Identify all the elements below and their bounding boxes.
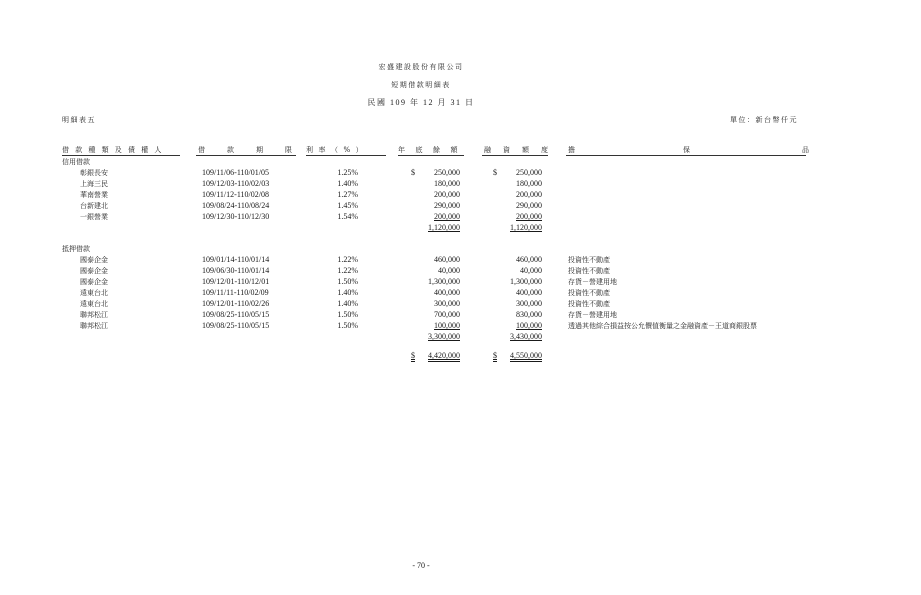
interest-rate: 1.40% <box>337 299 358 308</box>
year-end-balance: 200,000 <box>434 212 460 221</box>
col-header-type-creditor: 借款種類及債權人 <box>62 146 168 154</box>
year-end-balance: 290,000 <box>434 201 460 210</box>
subtotal-row <box>0 332 842 343</box>
creditor-name: 上海三民 <box>80 180 108 188</box>
group-label-row <box>0 157 842 168</box>
interest-rate: 1.22% <box>337 255 358 264</box>
credit-facility: 250,000 <box>516 168 542 177</box>
header-rule <box>306 155 386 156</box>
loan-period: 109/12/30-110/12/30 <box>202 212 270 221</box>
group-label-credit: 信用借款 <box>62 158 90 166</box>
page-number: - 70 - <box>412 561 430 570</box>
credit-facility: 830,000 <box>516 310 542 319</box>
credit-facility: 180,000 <box>516 179 542 188</box>
collateral: 存貨－營建用地 <box>568 311 617 319</box>
grand-total-balance: 4,420,000 <box>428 351 460 360</box>
report-period: 民國 109 年 12 月 31 日 <box>367 98 475 107</box>
interest-rate: 1.54% <box>337 212 358 221</box>
table-row <box>0 277 842 288</box>
interest-rate: 1.50% <box>337 277 358 286</box>
creditor-name: 國泰企金 <box>80 256 108 264</box>
currency-symbol: $ <box>411 168 415 177</box>
loan-period: 109/08/25-110/05/15 <box>202 310 270 319</box>
loan-period: 109/11/06-110/01/05 <box>202 168 269 177</box>
loan-period: 109/12/01-110/02/26 <box>202 299 270 308</box>
report-title: 短期借款明細表 <box>391 81 451 89</box>
credit-facility: 200,000 <box>516 190 542 199</box>
loan-period: 109/08/25-110/05/15 <box>202 321 270 330</box>
year-end-balance: 460,000 <box>434 255 460 264</box>
collateral: 投資性不動產 <box>568 256 610 264</box>
table-row <box>0 179 842 190</box>
table-row <box>0 255 842 266</box>
loan-period: 109/06/30-110/01/14 <box>202 266 270 275</box>
table-row <box>0 190 842 201</box>
year-end-balance: 100,000 <box>434 321 460 330</box>
table-row <box>0 201 842 212</box>
year-end-balance: 40,000 <box>438 266 460 275</box>
credit-facility: 400,000 <box>516 288 542 297</box>
interest-rate: 1.40% <box>337 288 358 297</box>
header-rule <box>62 155 180 156</box>
col-header-rate: 利率（%） <box>306 146 369 154</box>
subtotal-row <box>0 223 842 234</box>
interest-rate: 1.50% <box>337 310 358 319</box>
header-rule <box>482 155 548 156</box>
collateral: 投資性不動產 <box>568 300 610 308</box>
year-end-balance: 250,000 <box>434 168 460 177</box>
interest-rate: 1.27% <box>337 190 358 199</box>
creditor-name: 國泰企金 <box>80 278 108 286</box>
table-row <box>0 168 842 179</box>
group-label-secured: 抵押借款 <box>62 245 90 253</box>
creditor-name: 聯邦松江 <box>80 322 108 330</box>
currency-symbol: $ <box>411 351 415 360</box>
col-header-facility: 融資額度 <box>484 146 560 154</box>
grand-total-facility: 4,550,000 <box>510 351 542 360</box>
year-end-balance: 180,000 <box>434 179 460 188</box>
interest-rate: 1.22% <box>337 266 358 275</box>
loan-period: 109/11/12-110/02/08 <box>202 190 269 199</box>
interest-rate: 1.40% <box>337 179 358 188</box>
year-end-balance: 700,000 <box>434 310 460 319</box>
credit-facility: 290,000 <box>516 201 542 210</box>
creditor-name: 彰銀長安 <box>80 169 108 177</box>
loan-period: 109/01/14-110/01/14 <box>202 255 270 264</box>
credit-facility: 1,300,000 <box>510 277 542 286</box>
col-header-collateral-left: 擔 <box>568 146 575 154</box>
year-end-balance: 300,000 <box>434 299 460 308</box>
subtotal-balance: 1,120,000 <box>428 223 460 232</box>
year-end-balance: 1,300,000 <box>428 277 460 286</box>
collateral: 透過其他綜合損益按公允價值衡量之金融資產－王道商銀股票 <box>568 322 757 330</box>
col-header-balance: 年底餘額 <box>398 146 468 154</box>
loan-period: 109/12/03-110/02/03 <box>202 179 270 188</box>
creditor-name: 遠東台北 <box>80 300 108 308</box>
table-row <box>0 299 842 310</box>
loan-period: 109/11/11-110/02/09 <box>202 288 269 297</box>
grand-total-row <box>0 351 842 362</box>
creditor-name: 一銀營業 <box>80 213 108 221</box>
table-row <box>0 212 842 223</box>
interest-rate: 1.50% <box>337 321 358 330</box>
col-header-period: 借款期限 <box>198 146 314 154</box>
loan-period: 109/12/01-110/12/01 <box>202 277 270 286</box>
table-row <box>0 310 842 321</box>
col-header-collateral-right: 保品 <box>683 146 921 154</box>
creditor-name: 遠東台北 <box>80 289 108 297</box>
currency-symbol: $ <box>493 168 497 177</box>
creditor-name: 華南營業 <box>80 191 108 199</box>
collateral: 投資性不動產 <box>568 289 610 297</box>
table-row <box>0 321 842 332</box>
header-rule <box>196 155 296 156</box>
table-row <box>0 266 842 277</box>
interest-rate: 1.25% <box>337 168 358 177</box>
currency-unit: 單位：新台幣仟元 <box>730 116 798 124</box>
header-rule <box>566 155 806 156</box>
creditor-name: 台新建北 <box>80 202 108 210</box>
credit-facility: 300,000 <box>516 299 542 308</box>
credit-facility: 200,000 <box>516 212 542 221</box>
credit-facility: 40,000 <box>520 266 542 275</box>
credit-facility: 460,000 <box>516 255 542 264</box>
interest-rate: 1.45% <box>337 201 358 210</box>
creditor-name: 聯邦松江 <box>80 311 108 319</box>
subtotal-facility: 1,120,000 <box>510 223 542 232</box>
header-rule <box>398 155 464 156</box>
credit-facility: 100,000 <box>516 321 542 330</box>
company-name: 宏盛建設股份有限公司 <box>378 63 464 71</box>
subtotal-balance: 3,300,000 <box>428 332 460 341</box>
collateral: 存貨－營建用地 <box>568 278 617 286</box>
loan-period: 109/08/24-110/08/24 <box>202 201 270 210</box>
creditor-name: 國泰企金 <box>80 267 108 275</box>
currency-symbol: $ <box>493 351 497 360</box>
table-row <box>0 288 842 299</box>
year-end-balance: 400,000 <box>434 288 460 297</box>
collateral: 投資性不動產 <box>568 267 610 275</box>
year-end-balance: 200,000 <box>434 190 460 199</box>
schedule-number: 明細表五 <box>62 116 96 124</box>
subtotal-facility: 3,430,000 <box>510 332 542 341</box>
group-label-row <box>0 244 842 255</box>
